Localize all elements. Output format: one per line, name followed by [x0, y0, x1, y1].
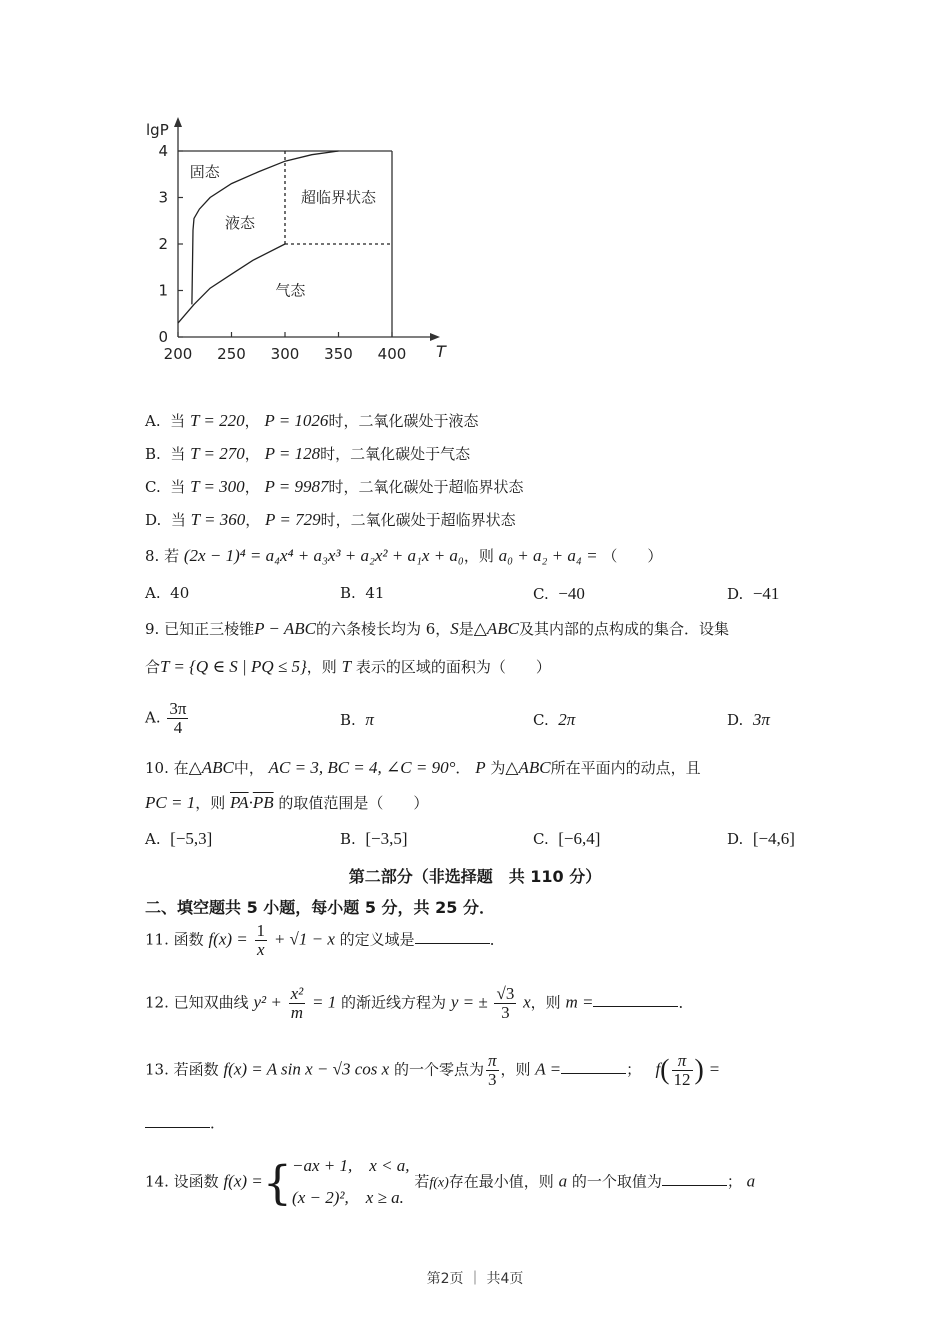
fraction-numerator: √3 [496, 984, 515, 1003]
option-label: C. [145, 478, 161, 496]
answer-blank[interactable] [593, 992, 678, 1007]
option-value: 41 [365, 584, 385, 602]
answer-blank[interactable] [561, 1059, 626, 1074]
question-math: f(x) = [208, 929, 248, 949]
question-13 [145, 1052, 720, 1089]
question-math: = 1 [312, 992, 337, 1012]
option-label: A. [145, 708, 161, 727]
option-math: P = 128 [264, 444, 321, 463]
question-math: P [475, 758, 486, 777]
option-text: 当 [170, 412, 186, 430]
option-text: ， [244, 412, 260, 430]
question-math: △ABC [505, 758, 551, 777]
option-value: 3π [752, 710, 770, 729]
q7-option-b [145, 443, 470, 464]
option-text: ， [245, 511, 261, 529]
region-label: 超临界状态 [300, 188, 377, 207]
y-tick-label: 0 [158, 328, 168, 346]
q8-option-b [340, 584, 384, 602]
question-math: (2x − 1)⁴ = a₄x⁴ + a₃x³ + a₂x² + a₁x + a₀ [183, 546, 464, 565]
phase-diagram-chart [140, 110, 460, 375]
option-math: T = 360 [190, 510, 246, 529]
question-math: T = {Q ∈ S | PQ ≤ 5} [160, 657, 307, 676]
question-text: ，则 [530, 993, 561, 1012]
question-number: 14. [145, 1172, 169, 1191]
option-value: [−5,3] [170, 829, 213, 848]
region-label: 气态 [275, 281, 306, 300]
option-value: [−4,6] [752, 829, 795, 848]
question-10-line1 [145, 757, 701, 778]
question-math: f(x) = [223, 1171, 263, 1191]
question-text: 的一个零点为 [393, 1060, 484, 1079]
option-fraction [167, 700, 188, 737]
piecewise-case: −ax + 1, x < a, [292, 1156, 410, 1175]
option-label: B. [340, 711, 356, 729]
option-label: D. [727, 830, 744, 848]
option-math: P = 1026 [264, 411, 329, 430]
option-label: B. [340, 830, 356, 848]
fraction [255, 922, 268, 959]
question-number: 11. [145, 930, 169, 949]
question-math: a [558, 1171, 568, 1191]
question-text: ； [626, 1060, 642, 1079]
question-number: 12. [145, 993, 169, 1012]
q8-option-c [533, 584, 585, 604]
question-text: 及其内部的点构成的集合．设集 [518, 620, 729, 638]
fraction [494, 985, 516, 1022]
option-label: A. [145, 584, 161, 602]
answer-paren: （ ） [602, 547, 663, 565]
answer-blank[interactable] [145, 1113, 210, 1128]
question-number: 9. [145, 620, 160, 638]
question-math: a [746, 1171, 756, 1191]
fraction-denominator: 3 [487, 1069, 497, 1089]
fraction-numerator: 1 [256, 921, 266, 940]
question-text: 合 [145, 658, 161, 676]
x-tick-label: 300 [270, 345, 300, 363]
q10-option-a [145, 829, 212, 849]
paren-open: ( [660, 1054, 670, 1086]
q8-option-d [727, 584, 779, 604]
option-value: [−6,4] [558, 829, 601, 848]
option-text: 当 [170, 478, 186, 496]
question-math: y² + [253, 992, 282, 1012]
option-label: D. [727, 711, 744, 729]
question-math: a₀ + a₂ + a₄ = [498, 546, 598, 565]
page-footer: 第2页 ｜ 共4页 [426, 1271, 524, 1287]
region-label: 液态 [225, 214, 256, 233]
q7-option-c [145, 476, 524, 497]
fraction-numerator: x² [290, 984, 304, 1003]
piecewise-brace: { [262, 1155, 293, 1210]
x-tick-label: 250 [217, 345, 246, 363]
question-text: ． [210, 1114, 226, 1132]
option-label: C. [533, 711, 549, 729]
question-math: A = [535, 1059, 562, 1079]
question-math: f(x) [429, 1175, 449, 1191]
fraction [289, 985, 306, 1022]
question-text: 的一个取值为 [571, 1172, 662, 1191]
option-text: 当 [170, 511, 186, 529]
option-text: ， [244, 478, 260, 496]
question-text: 设函数 [173, 1172, 219, 1191]
question-math: f(x) = A sin x − √3 cos x [223, 1059, 390, 1079]
question-text: ． [489, 930, 505, 949]
question-8 [145, 545, 662, 566]
question-text: 若 [414, 1172, 430, 1191]
x-tick-label: 400 [377, 345, 407, 363]
q10-option-b [340, 829, 408, 849]
option-math: T = 300 [190, 477, 245, 496]
region-label: 固态 [189, 162, 220, 181]
y-axis-label: lgP [146, 121, 169, 139]
q9-option-b [340, 710, 374, 730]
option-text: 时，二氧化碳处于液态 [328, 412, 479, 430]
section-title: 二、填空题共 5 小题，每小题 5 分，共 25 分． [145, 898, 495, 917]
option-label: B. [340, 584, 356, 602]
question-10-line2 [145, 792, 428, 813]
question-math: y = ± [450, 992, 488, 1012]
option-value: π [365, 710, 374, 729]
question-text: 已知双曲线 [173, 993, 249, 1012]
question-math: m = [565, 992, 594, 1012]
question-text: 表示的区域的面积为（ ） [355, 658, 551, 676]
question-9-line1 [145, 618, 729, 639]
question-number: 13. [145, 1060, 169, 1079]
option-label: A. [145, 830, 161, 848]
option-math: T = 220 [189, 411, 245, 430]
option-value: −41 [752, 584, 780, 603]
question-text: 的渐近线方程为 [341, 993, 447, 1012]
fraction-denominator: x [257, 939, 265, 959]
part-title: 第二部分（非选择题 共 110 分） [348, 867, 602, 886]
q9-option-d [727, 710, 770, 730]
x-axis-arrow [430, 333, 440, 341]
question-math: x [523, 992, 531, 1012]
question-math: PC = 1 [145, 793, 196, 812]
option-label: A. [145, 412, 161, 430]
question-text: ，则 [500, 1060, 531, 1079]
question-math: = [708, 1059, 721, 1079]
x-axis-label: T [436, 342, 446, 361]
question-math: + √1 − x [273, 929, 335, 949]
option-text: 当 [170, 445, 186, 463]
series-line-1 [178, 244, 285, 323]
piecewise-case: (x − 2)², x ≥ a. [292, 1188, 404, 1208]
question-text: 在 [173, 759, 189, 777]
question-text: 存在最小值，则 [448, 1172, 554, 1191]
fraction-denominator: m [290, 1002, 304, 1022]
question-text: 的取值范围是（ ） [278, 794, 429, 812]
option-math: P = 9987 [264, 477, 329, 496]
question-math: △ABC [188, 758, 234, 777]
option-label: D. [145, 511, 162, 529]
option-text: 时，二氧化碳处于超临界状态 [320, 511, 516, 529]
q7-option-d [145, 509, 516, 530]
q10-option-d [727, 829, 795, 849]
y-tick-label: 2 [158, 235, 168, 253]
question-math: P − ABC [254, 619, 316, 638]
question-math: AC = 3, BC = 4, ∠C = 90° [268, 758, 456, 777]
question-9-line2 [145, 656, 551, 677]
option-value: −40 [558, 584, 585, 603]
fraction-numerator: π [487, 1051, 497, 1070]
question-text: ，则 [195, 794, 226, 812]
option-math: T = 270 [190, 444, 245, 463]
paren-close: ) [694, 1054, 704, 1086]
option-label: C. [533, 585, 549, 603]
q10-option-c [533, 829, 600, 849]
fraction-numerator: 3π [169, 699, 187, 718]
question-14 [145, 1150, 755, 1215]
question-number: 8. [145, 547, 160, 565]
option-value: 2π [558, 710, 576, 729]
x-tick-label: 200 [163, 345, 193, 363]
question-text: 若 [164, 547, 180, 565]
question-text: ，则 [463, 547, 494, 565]
option-text: 时，二氧化碳处于超临界状态 [328, 478, 524, 496]
question-text: ． [678, 993, 694, 1012]
y-axis-arrow [174, 117, 182, 127]
question-text: 为 [490, 759, 506, 777]
question-math: T [341, 657, 352, 676]
q9-option-c [533, 710, 575, 730]
option-math: P = 729 [265, 510, 321, 529]
option-value: 40 [170, 584, 190, 602]
option-text: ， [244, 445, 260, 463]
question-text: ； [726, 1172, 742, 1191]
question-text: ． [455, 759, 471, 777]
vector-pb: $\overline{PB}$ [252, 793, 274, 812]
question-text: 已知正三棱锥 [164, 620, 255, 638]
option-value: [−3,5] [365, 829, 408, 848]
q7-option-a [145, 410, 478, 431]
dot-operator: · [248, 793, 253, 812]
piecewise-cases [292, 1150, 410, 1215]
fraction-numerator: π [672, 1052, 693, 1071]
question-text: 所在平面内的动点，且 [550, 759, 701, 777]
y-tick-label: 3 [158, 188, 168, 207]
vector-pa: $\overline{PA}$ [230, 793, 249, 812]
question-math: △ABC [473, 619, 519, 638]
question-text: 中， [233, 759, 264, 777]
option-label: D. [727, 585, 744, 603]
option-label: C. [533, 830, 549, 848]
question-math: f [655, 1059, 661, 1079]
question-11 [145, 922, 505, 959]
question-12 [145, 985, 693, 1022]
fraction [486, 1052, 499, 1089]
question-number: 10. [145, 759, 169, 777]
question-text: 的定义域是 [339, 930, 415, 949]
y-tick-label: 1 [158, 281, 168, 300]
q8-option-a [145, 584, 189, 602]
fraction [672, 1052, 693, 1089]
option-label: B. [145, 445, 161, 463]
question-13-cont [145, 1112, 225, 1133]
x-tick-label: 350 [324, 345, 353, 363]
answer-blank[interactable] [415, 929, 490, 944]
fraction-denominator: 4 [173, 717, 183, 737]
question-text: 的六条棱长均为 6， [315, 620, 451, 638]
question-text: 是 [458, 620, 474, 638]
fraction-denominator: 3 [501, 1002, 510, 1022]
question-text: 函数 [173, 930, 204, 949]
question-text: ，则 [306, 658, 337, 676]
fraction-denominator: 12 [673, 1069, 691, 1089]
question-math: S [450, 619, 459, 638]
option-text: 时，二氧化碳处于气态 [320, 445, 471, 463]
answer-blank[interactable] [662, 1171, 727, 1186]
question-text: 若函数 [173, 1060, 219, 1079]
y-tick-label: 4 [158, 142, 168, 160]
q9-option-a [145, 700, 190, 737]
